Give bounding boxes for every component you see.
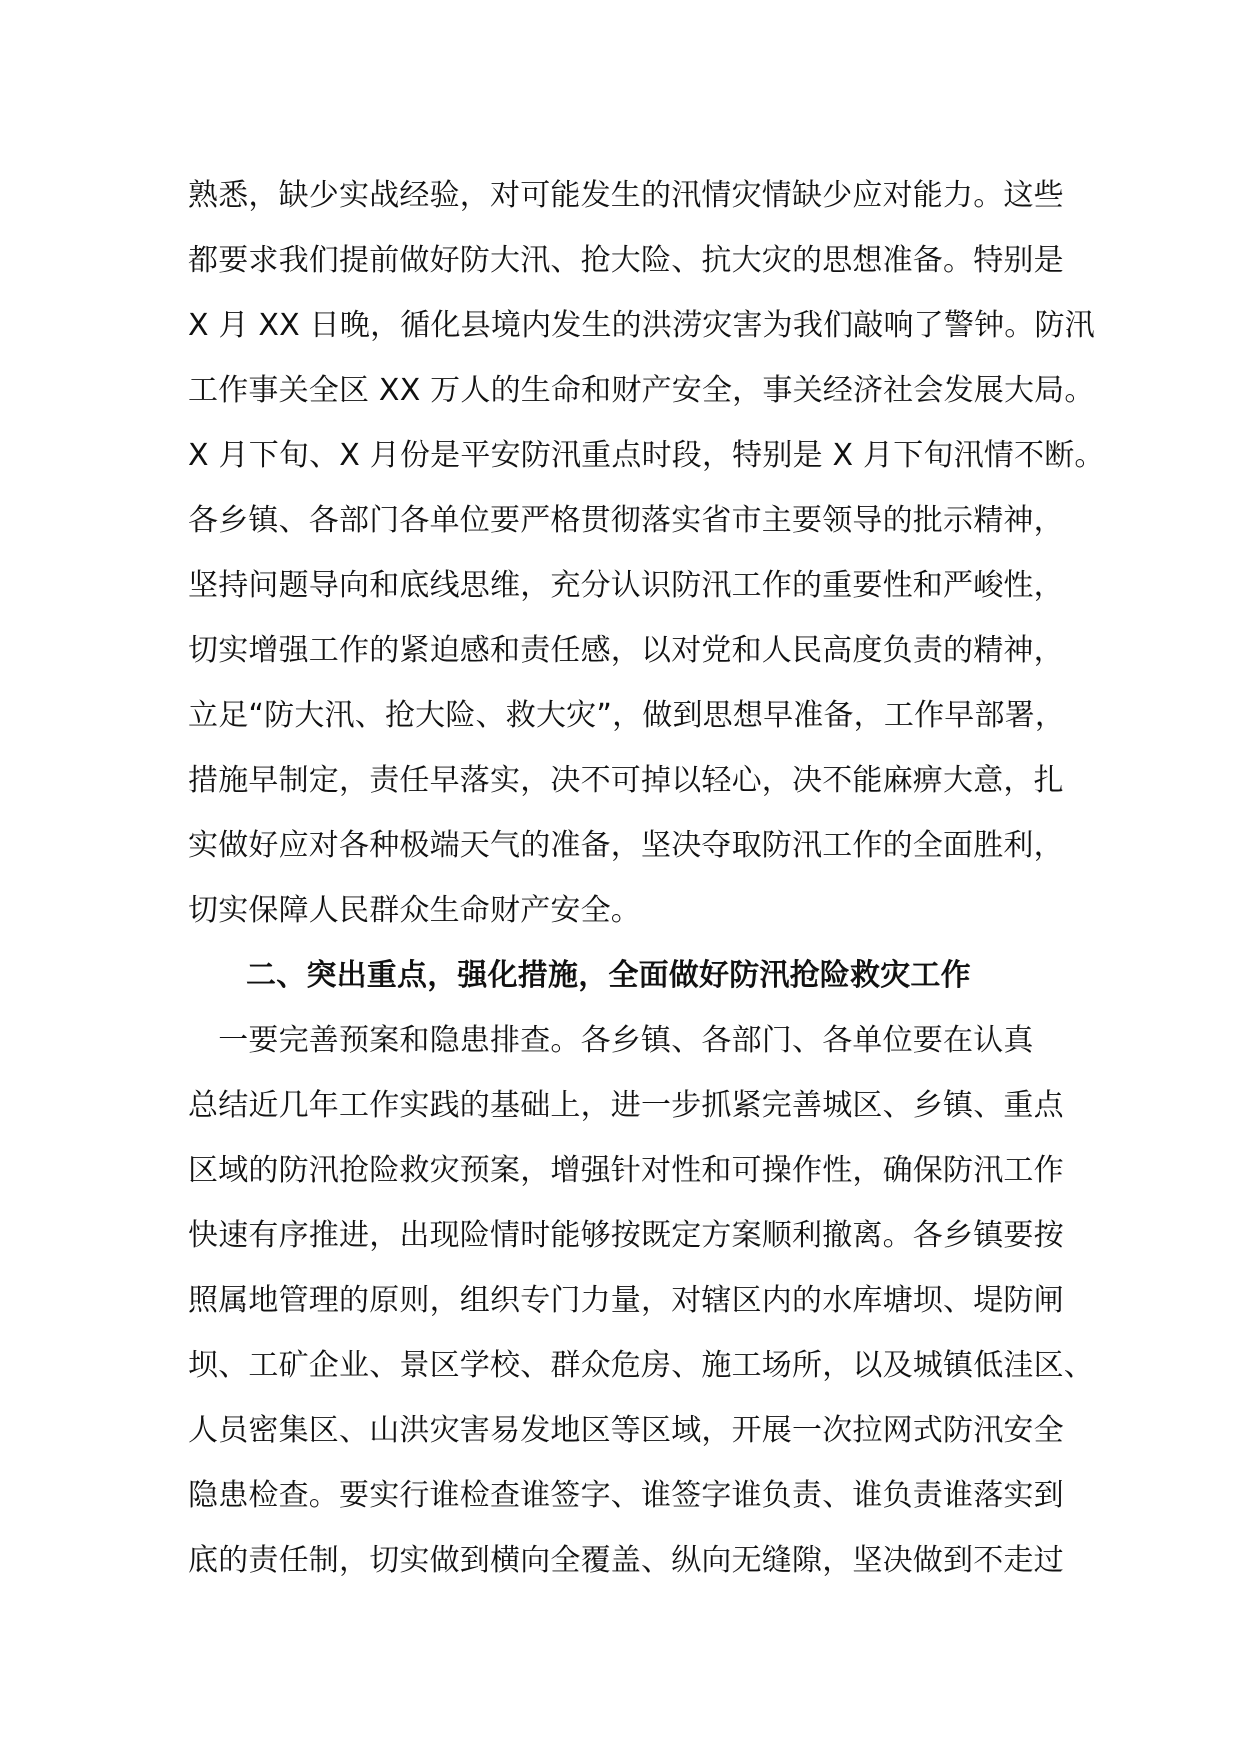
text-line: 熟悉，缺少实战经验，对可能发生的汛情灾情缺少应对能力。这些 [188,178,1064,213]
text-line: 工作事关全区 XX 万人的生命和财产安全，事关经济社会发展大局。 [188,373,1095,408]
text-line: 区域的防汛抢险救灾预案，增强针对性和可操作性，确保防汛工作 [188,1153,1064,1188]
text-line: 底的责任制，切实做到横向全覆盖、纵向无缝隙，坚决做到不走过 [188,1543,1064,1578]
text-line: 一要完善预案和隐患排查。各乡镇、各部门、各单位要在认真 [188,1023,1034,1058]
text-line: 措施早制定，责任早落实，决不可掉以轻心，决不能麻痹大意，扎 [188,763,1064,798]
text-line: 隐患检查。要实行谁检查谁签字、谁签字谁负责、谁负责谁落实到 [188,1478,1064,1513]
section-heading: 二、突出重点，强化措施，全面做好防汛抢险救灾工作 [246,958,971,993]
text-line: 切实增强工作的紧迫感和责任感，以对党和人民高度负责的精神， [188,633,1064,668]
document-body [188,172,1105,1602]
text-line: 照属地管理的原则，组织专门力量，对辖区内的水库塘坝、堤防闸 [188,1283,1064,1318]
text-line: 总结近几年工作实践的基础上，进一步抓紧完善城区、乡镇、重点 [188,1088,1064,1123]
text-line: 人员密集区、山洪灾害易发地区等区域，开展一次拉网式防汛安全 [188,1413,1064,1448]
text-line: X 月下旬、X 月份是平安防汛重点时段，特别是 X 月下旬汛情不断。 [188,438,1105,473]
text-line: 坝、工矿企业、景区学校、群众危房、施工场所，以及城镇低洼区、 [188,1348,1094,1383]
text-line: 各乡镇、各部门各单位要严格贯彻落实省市主要领导的批示精神， [188,503,1064,538]
text-line: 立足“防大汛、抢大险、救大灾”，做到思想早准备，工作早部署， [188,698,1066,733]
text-line: 快速有序推进，出现险情时能够按既定方案顺利撤离。各乡镇要按 [188,1218,1064,1253]
text-line: 坚持问题导向和底线思维，充分认识防汛工作的重要性和严峻性， [188,568,1064,603]
text-line: 都要求我们提前做好防大汛、抢大险、抗大灾的思想准备。特别是 [188,243,1064,278]
text-line: 实做好应对各种极端天气的准备，坚决夺取防汛工作的全面胜利， [188,828,1064,863]
text-line: 切实保障人民群众生命财产安全。 [188,893,641,928]
text-line: X 月 XX 日晚，循化县境内发生的洪涝灾害为我们敲响了警钟。防汛 [188,308,1095,343]
